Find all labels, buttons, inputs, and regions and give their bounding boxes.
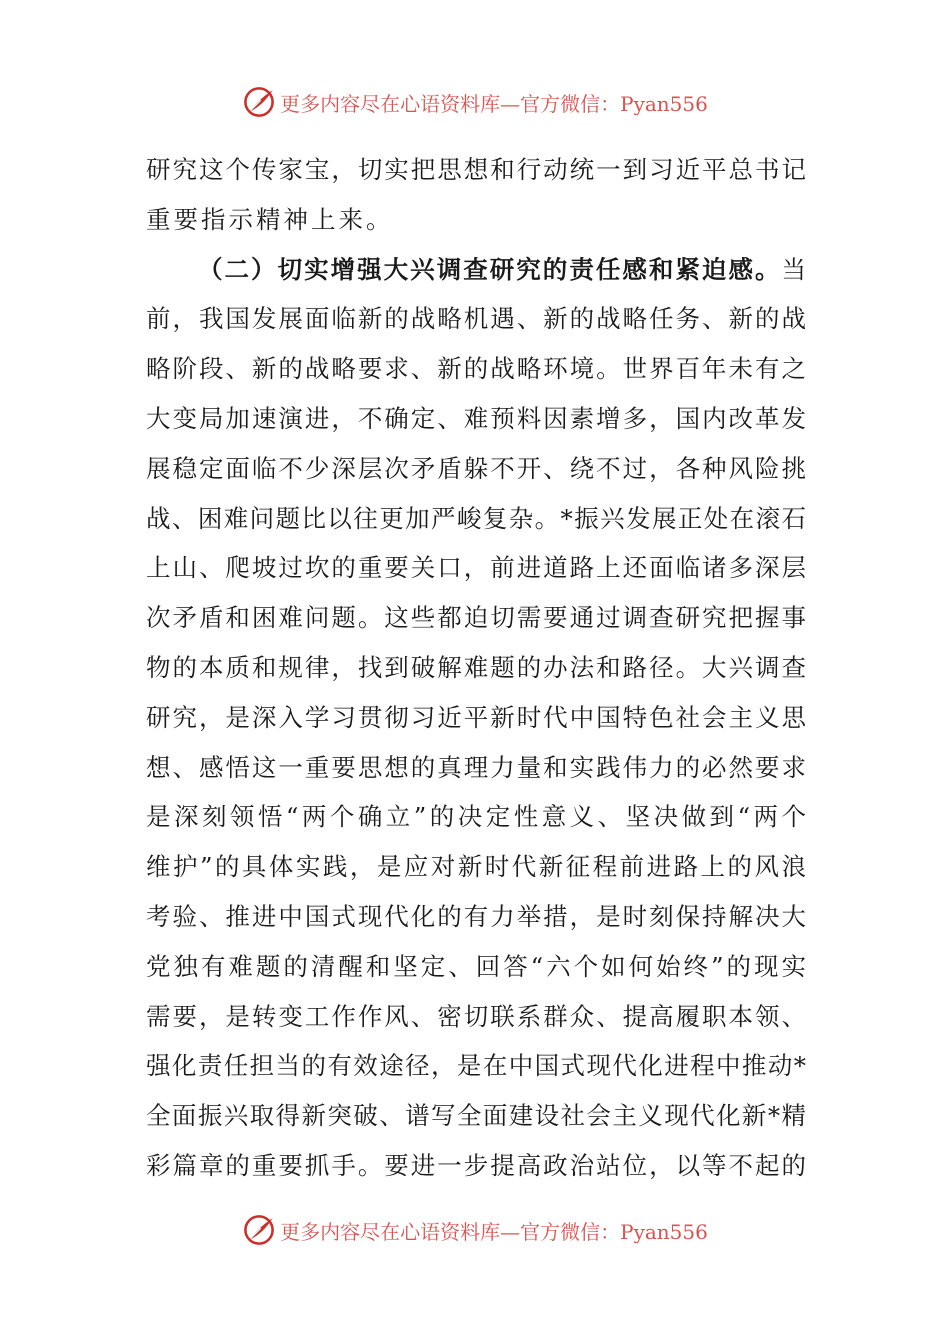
text-line: 彩篇章的重要抓手。要进一步提高政治站位，以等不起的 bbox=[146, 1150, 806, 1180]
text-line: 研究，是深入学习贯彻习近平新时代中国特色社会主义思 bbox=[146, 702, 806, 732]
text-line: 前，我国发展面临新的战略机遇、新的战略任务、新的战 bbox=[146, 304, 806, 334]
text-line: 想、感悟这一重要思想的真理力量和实践伟力的必然要求 bbox=[146, 752, 806, 782]
text-line: 略阶段、新的战略要求、新的战略环境。世界百年未有之 bbox=[146, 354, 806, 384]
text-line: 全面振兴取得新突破、谱写全面建设社会主义现代化新*精 bbox=[146, 1101, 806, 1131]
section-heading bbox=[146, 245, 806, 295]
text-line: 大变局加速演进，不确定、难预料因素增多，国内改革发 bbox=[146, 403, 806, 433]
text-line: 次矛盾和困难问题。这些都迫切需要通过调查研究把握事 bbox=[146, 603, 806, 633]
text-line: 重要指示精神上来。 bbox=[146, 204, 394, 234]
quill-logo-icon bbox=[242, 85, 276, 119]
quill-logo-icon bbox=[242, 1213, 276, 1247]
text-line: 强化责任担当的有效途径，是在中国式现代化进程中推动* bbox=[146, 1051, 806, 1081]
watermark-text: 更多内容尽在心语资料库—官方微信：Pyan556 bbox=[280, 1219, 708, 1244]
text-line: 展稳定面临不少深层次矛盾躲不开、绕不过，各种风险挑 bbox=[146, 453, 806, 483]
section-heading-text: （二）切实增强大兴调查研究的责任感和紧迫感。 bbox=[198, 254, 782, 284]
text-line: 上山、爬坡过坎的重要关口，前进道路上还面临诸多深层 bbox=[146, 553, 806, 583]
text-fragment: 当 bbox=[781, 254, 806, 284]
text-line: 考验、推进中国式现代化的有力举措，是时刻保持解决大 bbox=[146, 901, 806, 931]
text-line: 是深刻领悟“两个确立”的决定性意义、坚决做到“两个 bbox=[146, 802, 806, 832]
text-line: 物的本质和规律，找到破解难题的办法和路径。大兴调查 bbox=[146, 652, 806, 682]
document-body bbox=[146, 145, 806, 1191]
header-watermark bbox=[0, 82, 950, 122]
watermark-text: 更多内容尽在心语资料库—官方微信：Pyan556 bbox=[280, 91, 708, 116]
text-line: 党独有难题的清醒和坚定、回答“六个如何始终”的现实 bbox=[146, 951, 806, 981]
text-line: 需要，是转变工作作风、密切联系群众、提高履职本领、 bbox=[146, 1001, 806, 1031]
text-line: 维护”的具体实践，是应对新时代新征程前进路上的风浪 bbox=[146, 852, 806, 882]
text-line: 战、困难问题比以往更加严峻复杂。*振兴发展正处在滚石 bbox=[146, 503, 806, 533]
text-line: 研究这个传家宝，切实把思想和行动统一到习近平总书记 bbox=[146, 155, 806, 184]
footer-watermark bbox=[0, 1210, 950, 1250]
